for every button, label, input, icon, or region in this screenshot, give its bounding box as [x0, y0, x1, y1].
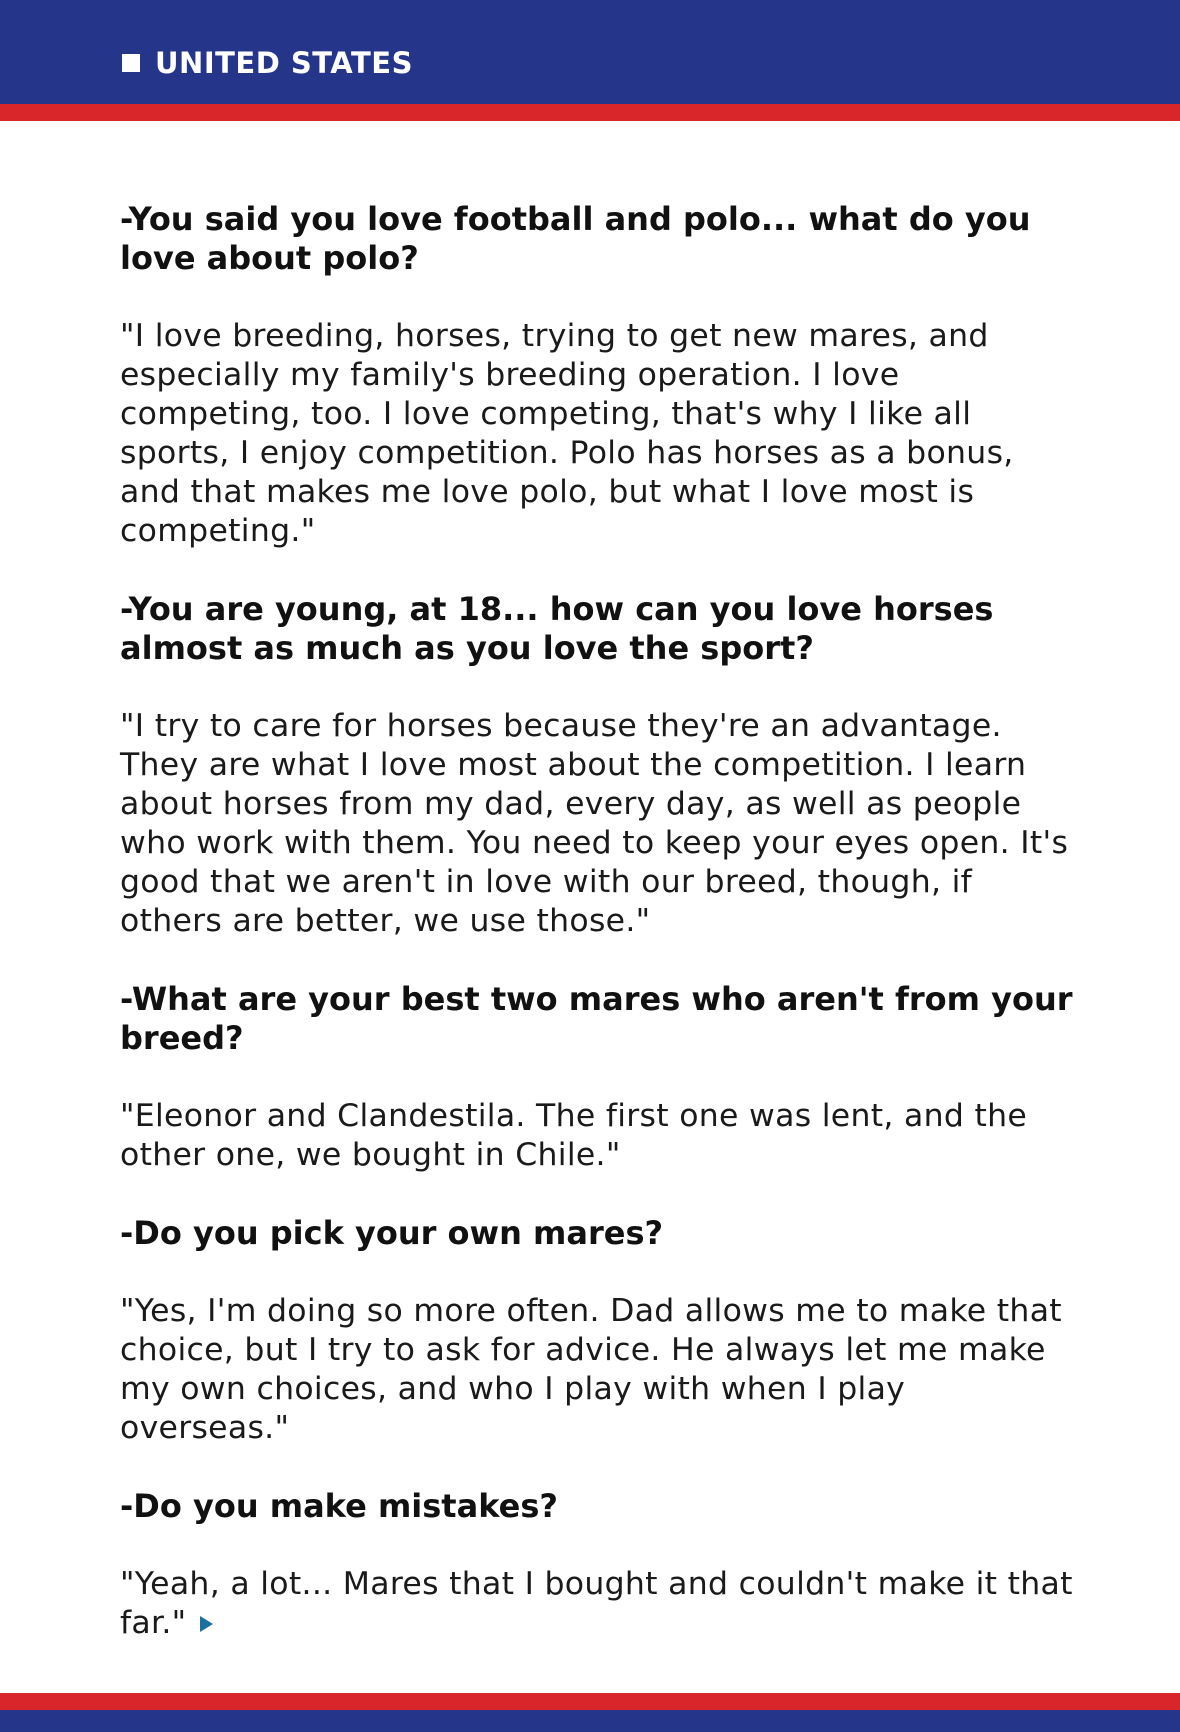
- interview-body: [120, 200, 1080, 1682]
- answer-text: "Yeah, a lot... Mares that I bought and couldn't make it that far.": [120, 1566, 1073, 1641]
- section-label-text: UNITED STATES: [155, 46, 413, 80]
- question: -What are your best two mares who aren't from your breed?: [120, 980, 1073, 1057]
- qa-item: [120, 1214, 1080, 1448]
- section-label: [122, 46, 413, 80]
- qa-item: [120, 1487, 1080, 1643]
- answer-last: [120, 1565, 1080, 1643]
- square-bullet-icon: [122, 54, 140, 72]
- play-arrow-icon: [200, 1616, 213, 1632]
- answer: "I try to care for horses because they're an advantage. They are what I love most about the competition. I learn about horses from my dad, every day, as well as people who work with them. You need to keep your eyes open. It's good that we aren't in love with our breed, though, if others are better, we use those.": [120, 708, 1069, 939]
- header-stripe: [0, 104, 1180, 121]
- qa-item: [120, 200, 1080, 551]
- qa-item: [120, 590, 1080, 941]
- qa-item: [120, 980, 1080, 1175]
- answer: "I love breeding, horses, trying to get new mares, and especially my family's breeding operation. I love competing, too. I love competing, that's why I like all sports, I enjoy competition. Polo has horses as a bonus, and that makes me love polo, but what I love most is competing.": [120, 318, 1014, 549]
- footer-stripe: [0, 1693, 1180, 1710]
- question: -You said you love football and polo... what do you love about polo?: [120, 200, 1031, 277]
- question: -Do you make mistakes?: [120, 1487, 558, 1525]
- footer-band: [0, 1710, 1180, 1732]
- question: -You are young, at 18... how can you love horses almost as much as you love the sport?: [120, 590, 994, 667]
- question: -Do you pick your own mares?: [120, 1214, 664, 1252]
- answer: "Eleonor and Clandestila. The first one was lent, and the other one, we bought in Chile.": [120, 1098, 1028, 1173]
- answer: "Yes, I'm doing so more often. Dad allows me to make that choice, but I try to ask for advice. He always let me make my own choices, and who I play with when I play overseas.": [120, 1293, 1062, 1446]
